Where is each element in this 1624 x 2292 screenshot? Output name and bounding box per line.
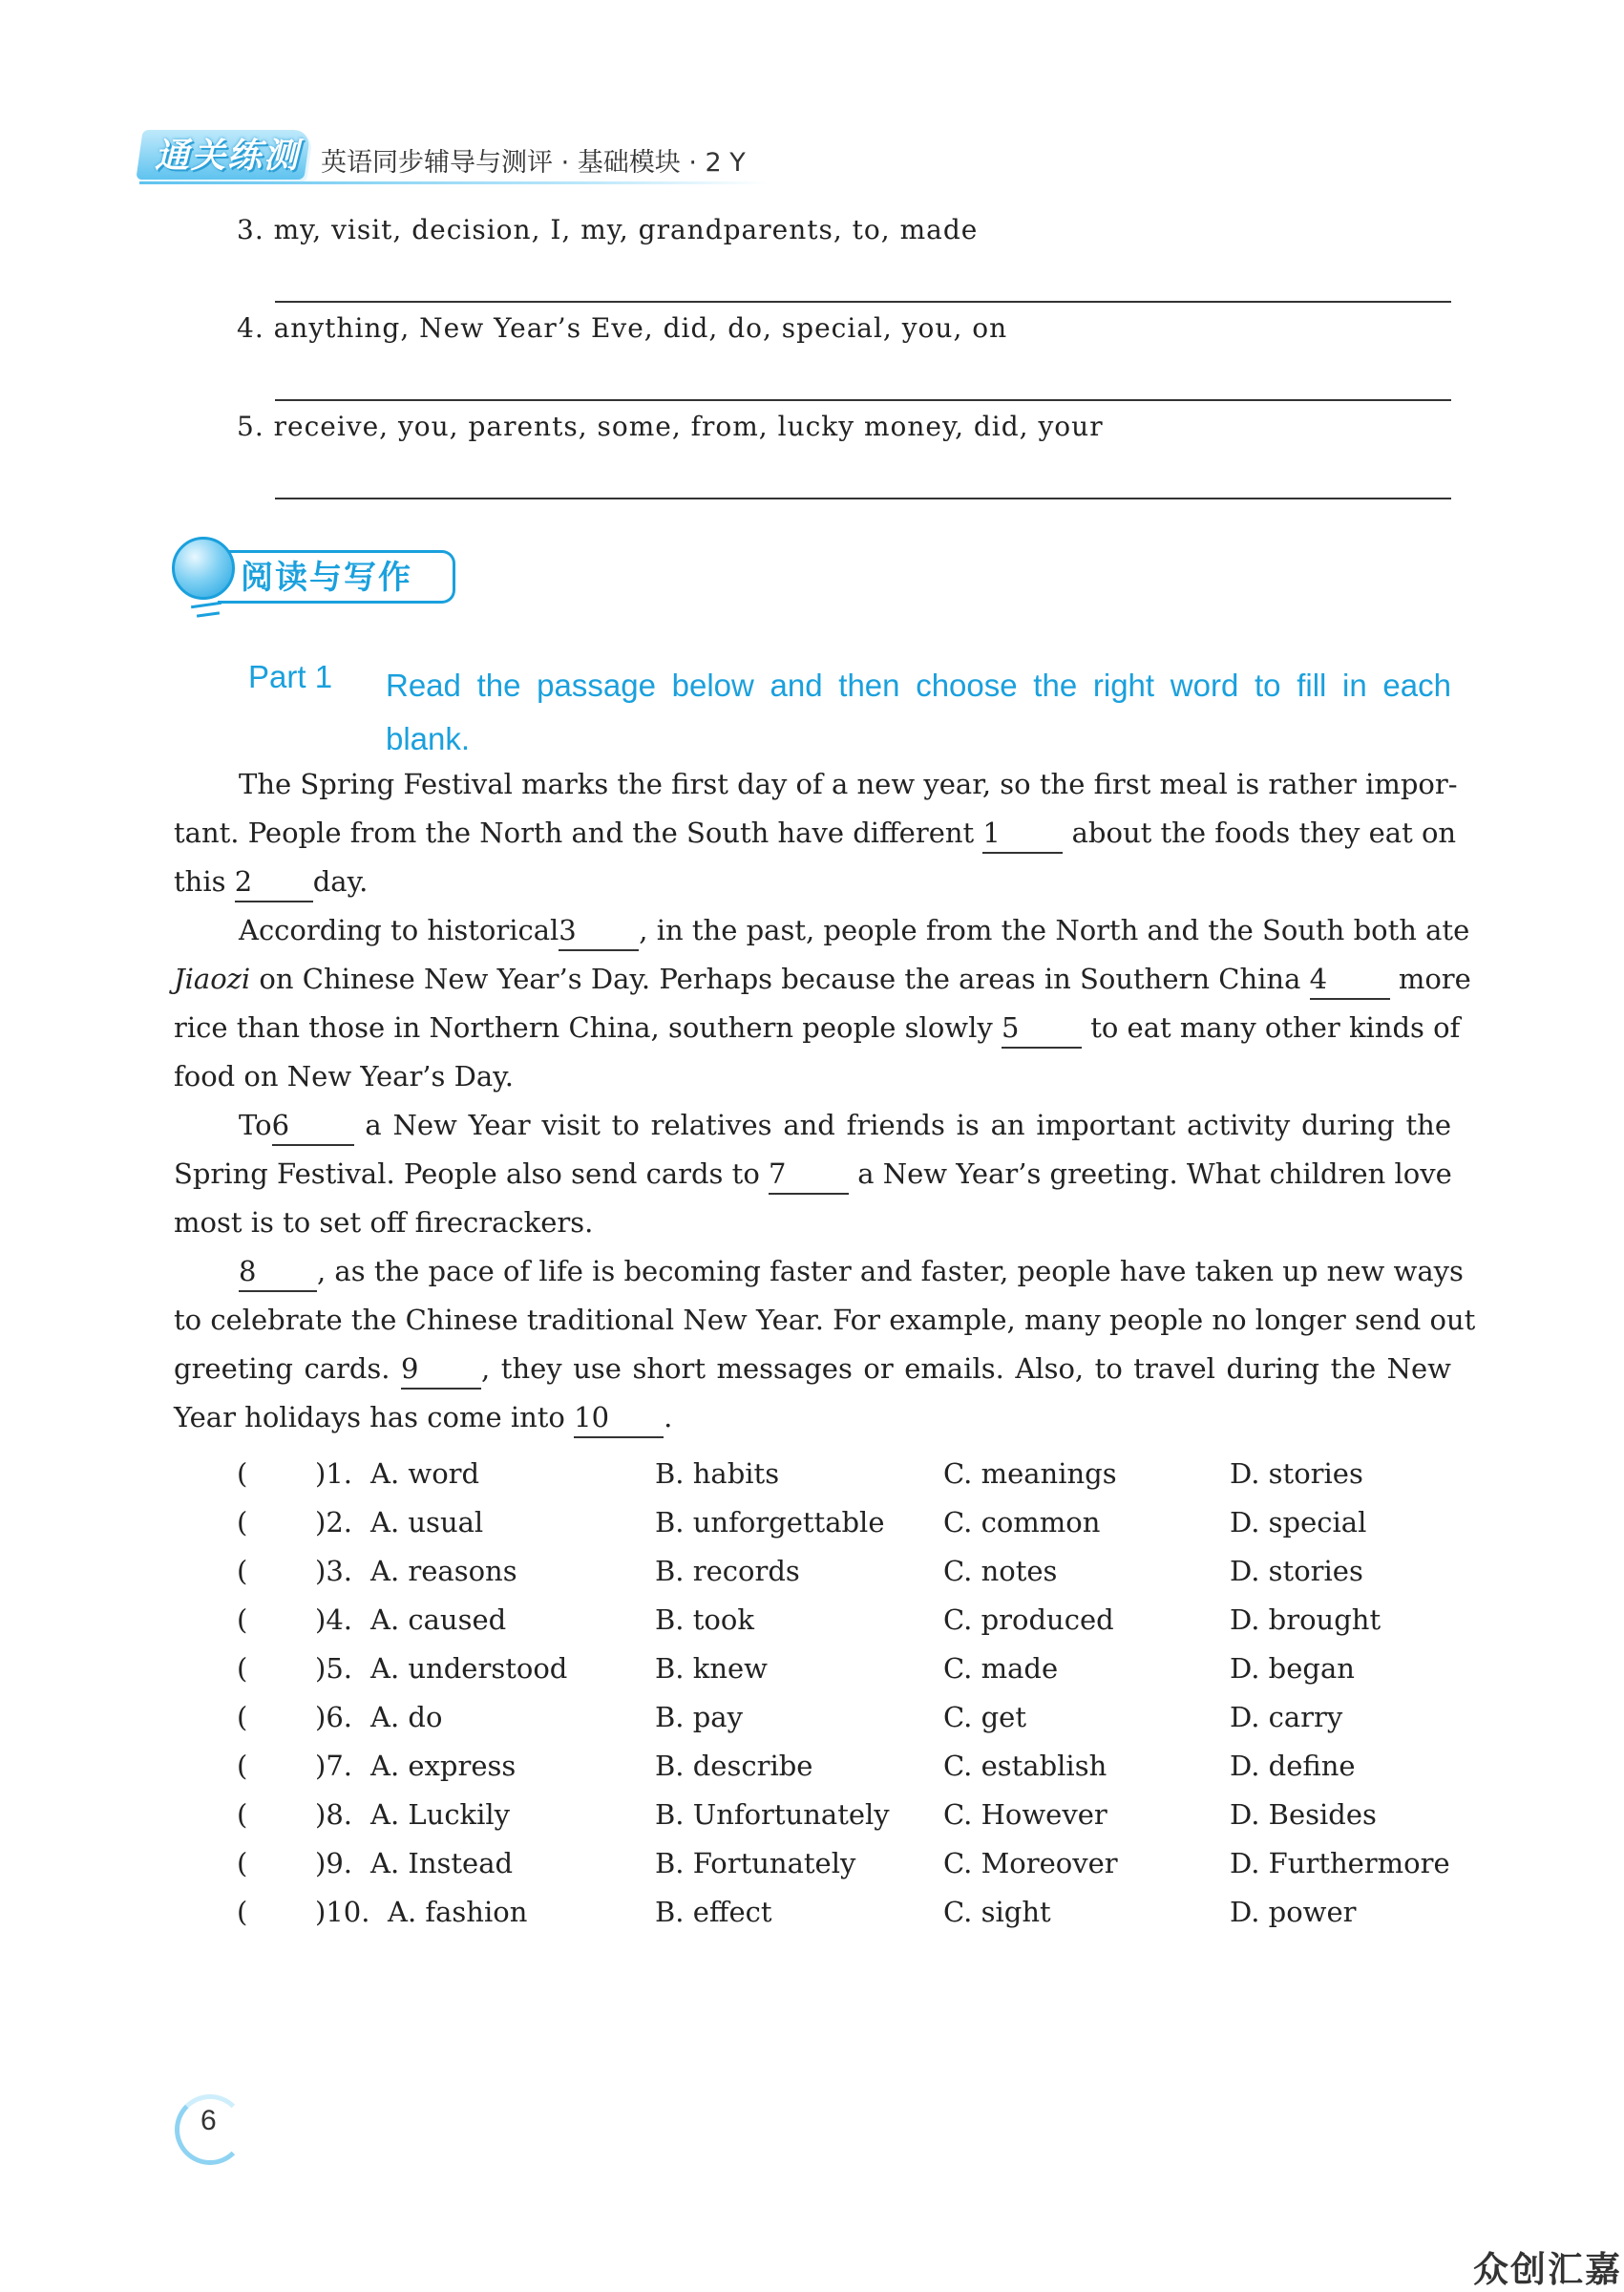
blank-1[interactable]: 1 xyxy=(982,814,1063,854)
question-number: )6. xyxy=(315,1701,352,1733)
passage-line: To6 a New Year visit to relatives and friends is an important activity during the xyxy=(174,1101,1451,1150)
question-number: )5. xyxy=(315,1652,352,1685)
blank-6[interactable]: 6 xyxy=(272,1106,354,1146)
option-c[interactable]: C. produced xyxy=(943,1603,1114,1636)
question-number: )10. xyxy=(315,1896,370,1928)
blank-9[interactable]: 9 xyxy=(401,1349,481,1390)
passage-line: tant. People from the North and the South have different 1 about the foods they eat on xyxy=(174,809,1451,858)
answer-paren[interactable]: ( xyxy=(237,1896,248,1928)
part-instruction: Read the passage below and then choose the right word to fill in each blank. xyxy=(386,668,1451,756)
option-row-8 xyxy=(0,1791,1624,1839)
option-c[interactable]: C. meanings xyxy=(943,1457,1117,1490)
section-deco-line xyxy=(191,602,221,608)
option-b[interactable]: B. records xyxy=(655,1555,800,1587)
option-a[interactable]: A. understood xyxy=(370,1652,568,1685)
option-d[interactable]: D. stories xyxy=(1230,1457,1363,1490)
blank-7[interactable]: 7 xyxy=(769,1155,849,1195)
section-deco-line xyxy=(197,611,220,617)
question-number: )1. xyxy=(315,1457,352,1490)
passage-line: to celebrate the Chinese traditional New Year. For example, many people no longer send out xyxy=(174,1304,1476,1336)
option-row-10 xyxy=(0,1888,1624,1937)
option-c[interactable]: C. Moreover xyxy=(943,1847,1118,1879)
option-a[interactable]: A. Luckily xyxy=(370,1798,511,1831)
sentence-item-5: 5. receive, you, parents, some, from, lucky money, did, your xyxy=(237,411,1104,442)
passage-line: most is to set off firecrackers. xyxy=(174,1206,594,1239)
sentence-item-4: 4. anything, New Year’s Eve, did, do, special, you, on xyxy=(237,312,1008,344)
option-b[interactable]: B. pay xyxy=(655,1701,743,1733)
blank-3[interactable]: 3 xyxy=(559,911,639,951)
italic-word: Jiaozi xyxy=(174,963,251,995)
sentence-item-3: 3. my, visit, decision, I, my, grandparents, to, made xyxy=(237,214,979,245)
answer-paren[interactable]: ( xyxy=(237,1652,248,1685)
option-b[interactable]: B. took xyxy=(655,1603,754,1636)
blank-4[interactable]: 4 xyxy=(1310,960,1390,1000)
option-d[interactable]: D. stories xyxy=(1230,1555,1363,1587)
option-b[interactable]: B. habits xyxy=(655,1457,780,1490)
passage-line: Year holidays has come into 10 . xyxy=(174,1393,1451,1442)
option-b[interactable]: B. Fortunately xyxy=(655,1847,856,1879)
passage-line: Jiaozi on Chinese New Year’s Day. Perhaps because the areas in Southern China 4 more xyxy=(174,955,1451,1004)
blank-8[interactable]: 8 xyxy=(239,1252,317,1292)
passage-line: 8 , as the pace of life is becoming faster and faster, people have taken up new ways xyxy=(174,1247,1451,1296)
header-divider xyxy=(139,181,770,184)
option-c[interactable]: C. However xyxy=(943,1798,1107,1831)
answer-paren[interactable]: ( xyxy=(237,1798,248,1831)
header-logo-text: 通关练测 xyxy=(154,137,300,176)
option-d[interactable]: D. power xyxy=(1230,1896,1357,1928)
option-row-5 xyxy=(0,1645,1624,1693)
answer-line-4[interactable] xyxy=(275,399,1451,401)
section-bubble-icon xyxy=(172,537,235,600)
passage-line: Spring Festival. People also send cards to 7 a New Year’s greeting. What children love xyxy=(174,1150,1451,1199)
passage-line: this 2 day. xyxy=(174,858,1451,906)
answer-paren[interactable]: ( xyxy=(237,1603,248,1636)
option-d[interactable]: D. carry xyxy=(1230,1701,1343,1733)
option-a[interactable]: A. usual xyxy=(370,1506,484,1539)
option-row-1 xyxy=(0,1450,1624,1498)
option-c[interactable]: C. notes xyxy=(943,1555,1058,1587)
option-c[interactable]: C. get xyxy=(943,1701,1026,1733)
passage-line: According to historical3 , in the past, people from the North and the South both ate xyxy=(174,906,1451,955)
watermark: 众创汇嘉 xyxy=(1473,2249,1622,2290)
passage-line: The Spring Festival marks the first day of a new year, so the first meal is rather impor- xyxy=(239,768,1458,800)
option-a[interactable]: A. do xyxy=(370,1701,443,1733)
option-row-9 xyxy=(0,1839,1624,1888)
option-d[interactable]: D. brought xyxy=(1230,1603,1381,1636)
option-d[interactable]: D. special xyxy=(1230,1506,1367,1539)
option-d[interactable]: D. Besides xyxy=(1230,1798,1377,1831)
section-title: 阅读与写作 xyxy=(241,559,412,597)
option-c[interactable]: C. made xyxy=(943,1652,1059,1685)
option-b[interactable]: B. effect xyxy=(655,1896,772,1928)
option-a[interactable]: A. word xyxy=(370,1457,480,1490)
answer-line-5[interactable] xyxy=(275,498,1451,499)
option-a[interactable]: A. reasons xyxy=(370,1555,517,1587)
blank-5[interactable]: 5 xyxy=(1002,1008,1082,1049)
option-c[interactable]: C. common xyxy=(943,1506,1101,1539)
option-b[interactable]: B. describe xyxy=(655,1750,813,1782)
option-a[interactable]: A. caused xyxy=(370,1603,507,1636)
page-number: 6 xyxy=(200,2105,217,2136)
blank-10[interactable]: 10 xyxy=(574,1398,664,1438)
answer-paren[interactable]: ( xyxy=(237,1847,248,1879)
passage-line: rice than those in Northern China, southern people slowly 5 to eat many other kinds of xyxy=(174,1004,1451,1052)
passage-line: greeting cards. 9 , they use short messages or emails. Also, to travel during the New xyxy=(174,1345,1451,1393)
question-number: )2. xyxy=(315,1506,352,1539)
option-b[interactable]: B. knew xyxy=(655,1652,768,1685)
answer-paren[interactable]: ( xyxy=(237,1457,248,1490)
option-d[interactable]: D. Furthermore xyxy=(1230,1847,1450,1879)
answer-paren[interactable]: ( xyxy=(237,1701,248,1733)
option-row-3 xyxy=(0,1547,1624,1596)
option-row-6 xyxy=(0,1693,1624,1742)
option-b[interactable]: B. Unfortunately xyxy=(655,1798,890,1831)
option-d[interactable]: D. began xyxy=(1230,1652,1355,1685)
option-a[interactable]: A. fashion xyxy=(388,1896,528,1928)
option-row-7 xyxy=(0,1742,1624,1791)
option-b[interactable]: B. unforgettable xyxy=(655,1506,885,1539)
question-number: )8. xyxy=(315,1798,352,1831)
question-number: )4. xyxy=(315,1603,352,1636)
option-d[interactable]: D. define xyxy=(1230,1750,1356,1782)
answer-paren[interactable]: ( xyxy=(237,1555,248,1587)
answer-line-3[interactable] xyxy=(275,301,1451,303)
answer-paren[interactable]: ( xyxy=(237,1750,248,1782)
option-c[interactable]: C. establish xyxy=(943,1750,1107,1782)
option-a[interactable]: A. Instead xyxy=(370,1847,514,1879)
header-title: 英语同步辅导与测评 · 基础模块 · 2 Y xyxy=(321,148,746,178)
option-c[interactable]: C. sight xyxy=(943,1896,1051,1928)
part-label: Part 1 xyxy=(248,659,333,694)
option-row-4 xyxy=(0,1596,1624,1645)
question-number: )3. xyxy=(315,1555,352,1587)
option-row-2 xyxy=(0,1498,1624,1547)
passage-line: food on New Year’s Day. xyxy=(174,1060,514,1093)
blank-2[interactable]: 2 xyxy=(235,862,313,902)
option-a[interactable]: A. express xyxy=(370,1750,517,1782)
question-number: )7. xyxy=(315,1750,352,1782)
answer-paren[interactable]: ( xyxy=(237,1506,248,1539)
question-number: )9. xyxy=(315,1847,352,1879)
